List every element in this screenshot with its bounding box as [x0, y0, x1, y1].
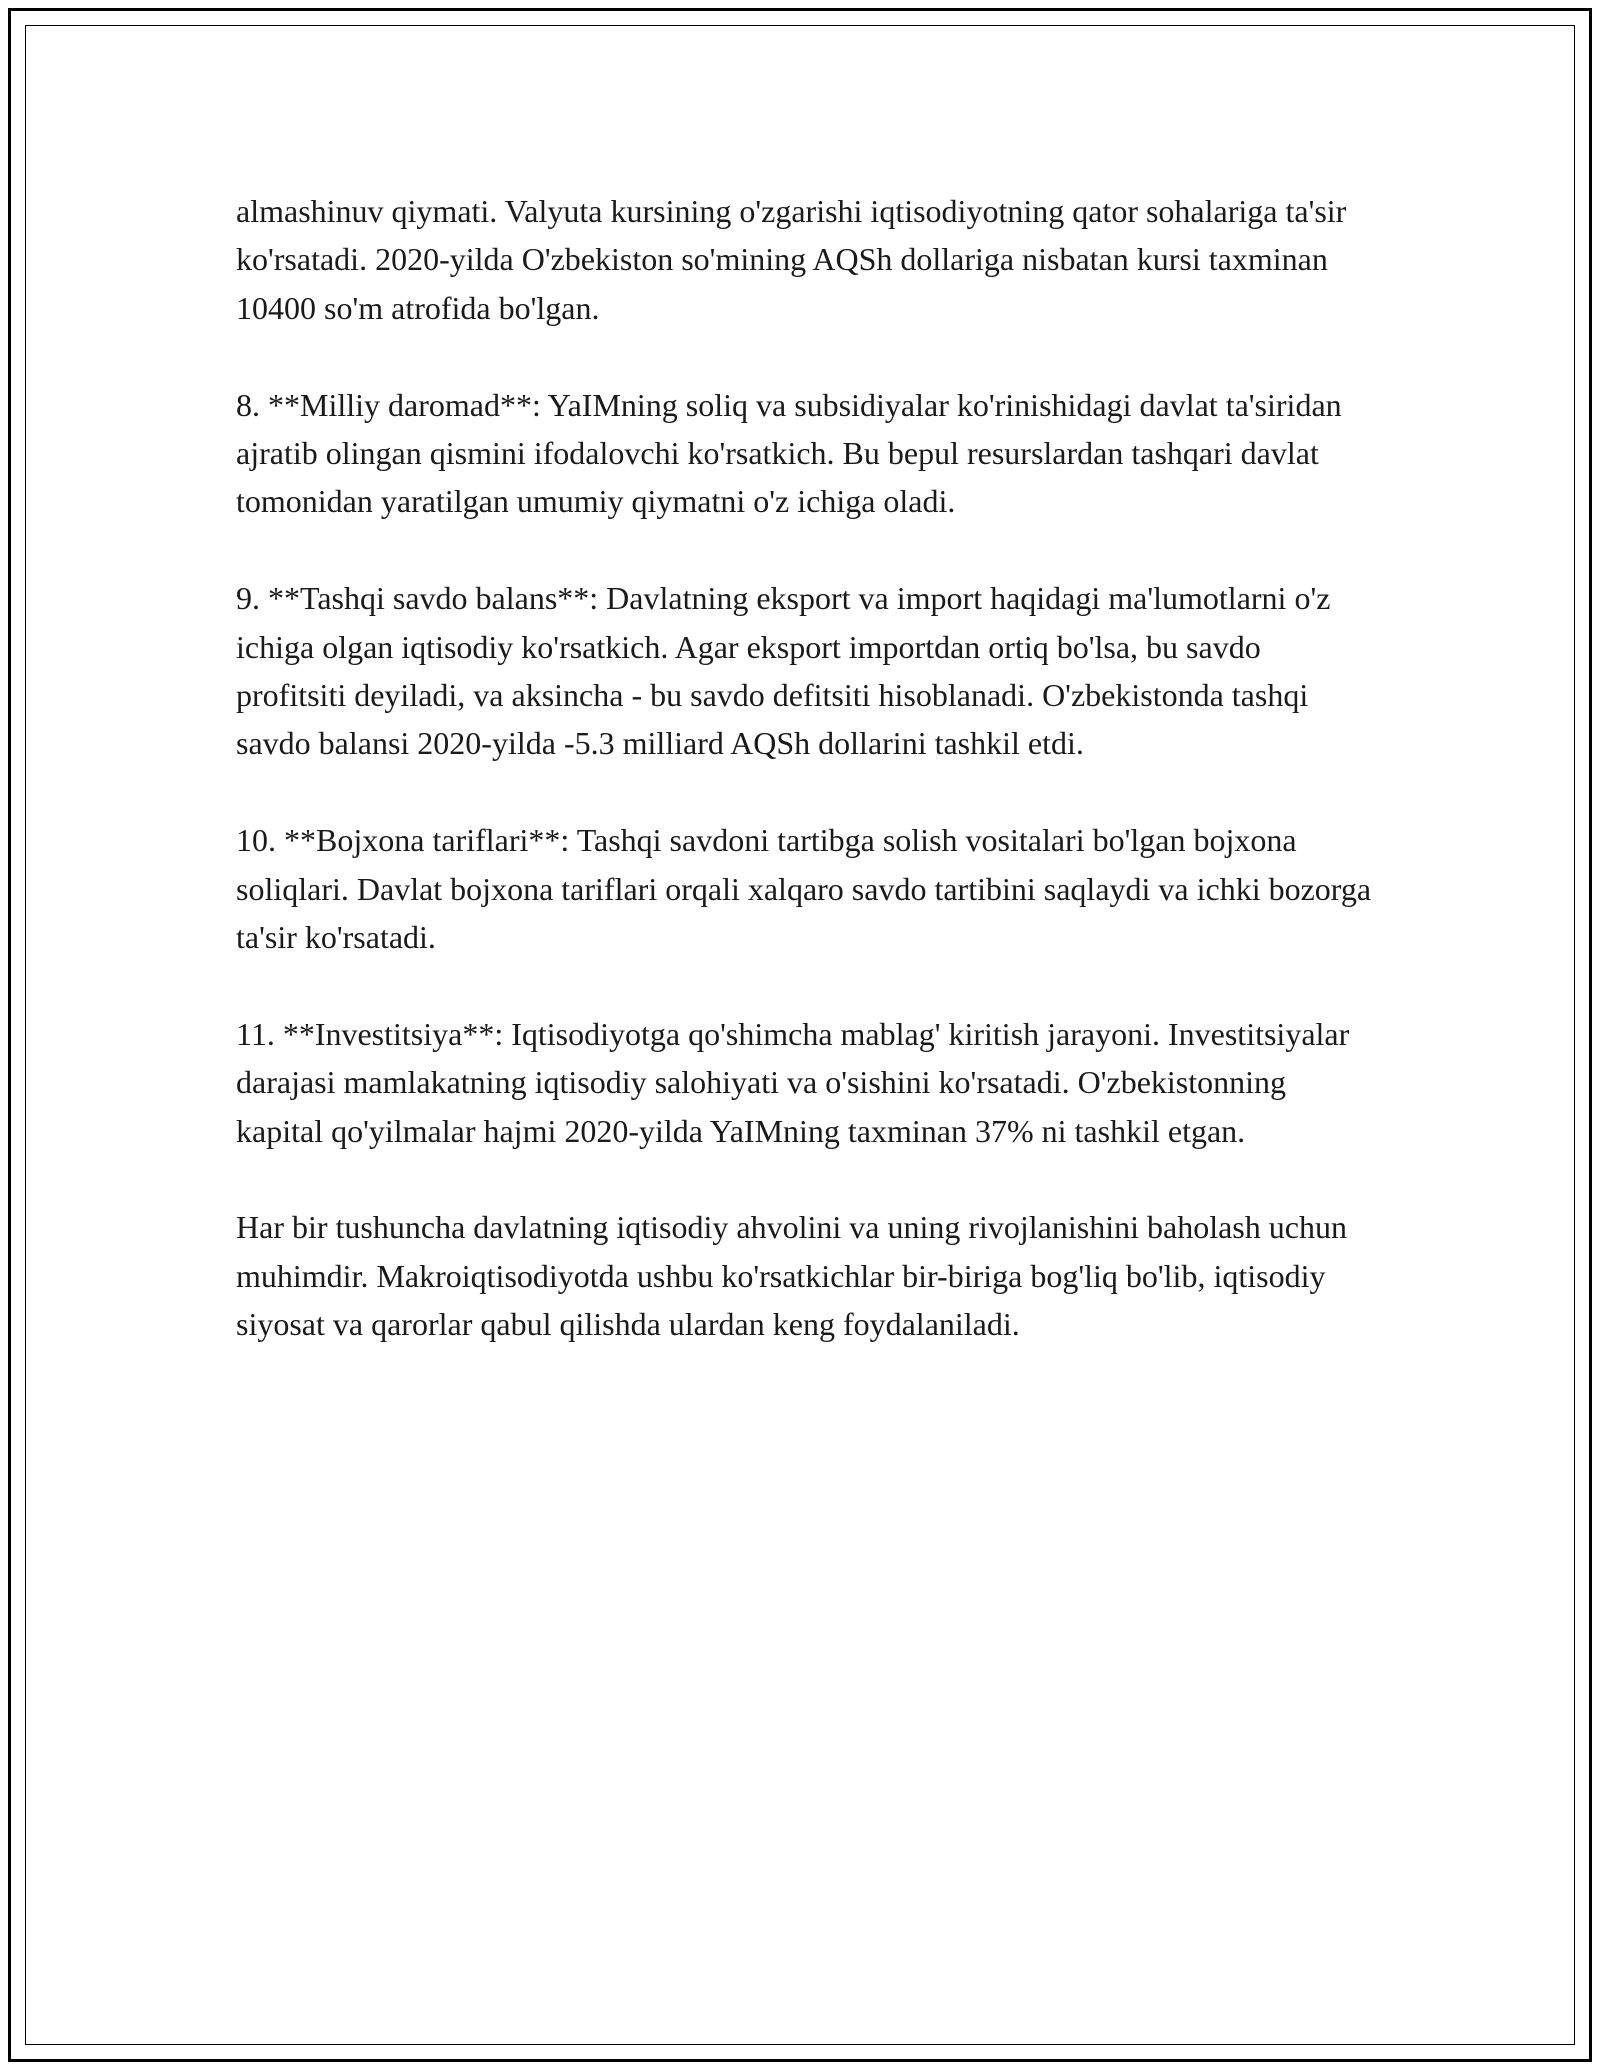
paragraph-exchange-rate: almashinuv qiymati. Valyuta kursining o'zgarishi iqtisodiyotning qator sohalariga ta'sir ko'rsatadi. 2020-yilda O'zbekiston so'mining AQSh dollariga nisbatan kursi taxminan 10400 so'm atrofida bo'lgan.	[236, 193, 1347, 326]
paragraph-conclusion: Har bir tushuncha davlatning iqtisodiy ahvolini va uning rivojlanishini baholash uchun muhimdir. Makroiqtisodiyotda ushbu ko'rsatkichlar bir-biriga bog'liq bo'lib, iqtisodiy siyosat va qarorlar qabul qilishda ulardan keng foydalaniladi.	[236, 1209, 1347, 1343]
document-body	[236, 187, 1376, 1397]
paragraph-trade-balance: 9. **Tashqi savdo balans**: Davlatning eksport va import haqidagi ma'lumotlarni o'z ichiga olgan iqtisodiy ko'rsatkich. Agar eksport importdan ortiq bo'lsa, bu savdo profitsiti deyiladi, va aksincha - bu savdo defitsiti hisoblanadi. O'zbekistonda tashqi savdo balansi 2020-yilda -5.3 milliard AQSh dollarini tashkil etdi.	[236, 580, 1331, 762]
paragraph-investment: 11. **Investitsiya**: Iqtisodiyotga qo'shimcha mablag' kiritish jarayoni. Investitsiyalar darajasi mamlakatning iqtisodiy salohiyati va o'sishini ko'rsatadi. O'zbekistonning kapital qo'yilmalar hajmi 2020-yilda YaIMning taxminan 37% ni tashkil etgan.	[236, 1015, 1350, 1149]
paragraph-customs-tariffs: 10. **Bojxona tariflari**: Tashqi savdoni tartibga solish vositalari bo'lgan bojxona soliqlari. Davlat bojxona tariflari orqali xalqaro savdo tartibini saqlaydi va ichki bozorga ta'sir ko'rsatadi.	[236, 822, 1372, 956]
paragraph-national-income: 8. **Milliy daromad**: YaIMning soliq va subsidiyalar ko'rinishidagi davlat ta'siridan ajratib olingan qismini ifodalovchi ko'rsatkich. Bu bepul resurslardan tashqari davlat tomonidan yaratilgan umumiy qiymatni o'z ichiga oladi.	[236, 386, 1342, 520]
